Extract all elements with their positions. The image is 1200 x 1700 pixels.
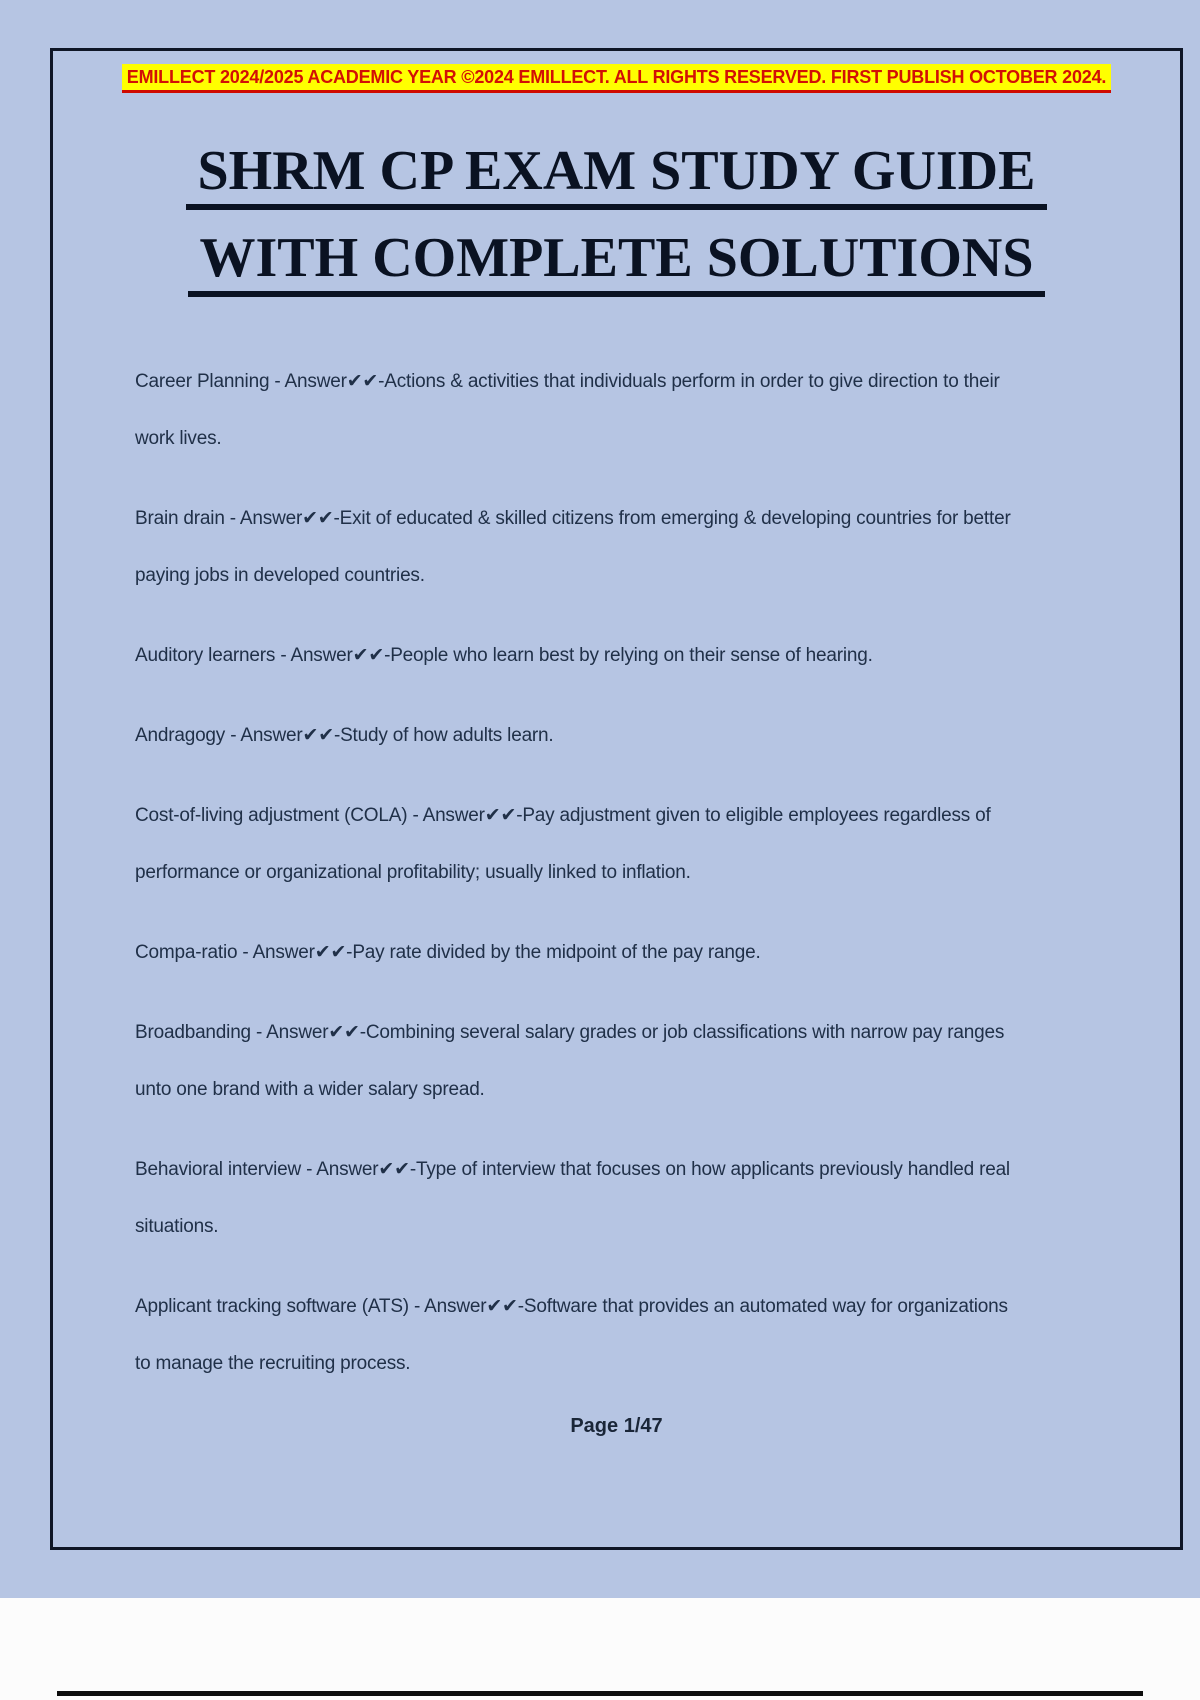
glossary-entry [135, 1004, 1015, 1118]
answer-separator: - Answer✔✔- [408, 1296, 524, 1317]
entry-term: Cost-of-living adjustment (COLA) [135, 805, 408, 826]
answer-separator: - Answer✔✔- [301, 1159, 416, 1180]
entry-term: Behavioral interview [135, 1159, 302, 1180]
glossary-entry [135, 490, 1015, 604]
glossary-entry [135, 627, 1015, 684]
copyright-notice-row [53, 64, 1180, 93]
next-page-top-border [57, 1691, 1143, 1696]
document-title-line-2: WITH COMPLETE SOLUTIONS [188, 230, 1046, 297]
entry-term: Brain drain [135, 508, 225, 529]
entry-answer: People who learn best by relying on their sense of hearing. [390, 645, 873, 666]
glossary-entry [135, 924, 1015, 981]
entry-term: Applicant tracking software (ATS) [135, 1296, 409, 1317]
page-number: Page 1/47 [570, 1415, 663, 1437]
glossary [135, 353, 1015, 1392]
answer-separator: - Answer✔✔- [224, 508, 340, 529]
entry-answer: Actions & activities that individuals perform in order to give direction to their work lives. [135, 371, 1000, 449]
glossary-entry [135, 353, 1015, 467]
page-frame [50, 48, 1183, 1550]
copyright-notice: EMILLECT 2024/2025 ACADEMIC YEAR ©2024 EMILLECT. ALL RIGHTS RESERVED. FIRST PUBLISH OCTOBER 2024. [122, 64, 1111, 93]
entry-term: Career Planning [135, 371, 270, 392]
answer-separator: - Answer✔✔- [275, 645, 391, 666]
answer-separator: - Answer✔✔- [237, 942, 353, 963]
entry-answer: Type of interview that focuses on how applicants previously handled real situations. [135, 1159, 1010, 1237]
document-title [53, 140, 1180, 297]
page-number-row [53, 1415, 1180, 1438]
answer-separator: - Answer✔✔- [250, 1022, 366, 1043]
entry-term: Compa-ratio [135, 942, 238, 963]
glossary-entry [135, 1141, 1015, 1255]
answer-separator: - Answer✔✔- [225, 725, 341, 746]
glossary-entry [135, 707, 1015, 764]
glossary-entry [135, 787, 1015, 901]
answer-separator: - Answer✔✔- [269, 371, 385, 392]
answer-separator: - Answer✔✔- [407, 805, 523, 826]
entry-answer: Pay rate divided by the midpoint of the pay range. [352, 942, 761, 963]
entry-term: Auditory learners [135, 645, 276, 666]
glossary-entry [135, 1278, 1015, 1392]
entry-term: Broadbanding [135, 1022, 251, 1043]
entry-term: Andragogy [135, 725, 226, 746]
entry-answer: Study of how adults learn. [340, 725, 554, 746]
entry-answer: Exit of educated & skilled citizens from emerging & developing countries for better paying jobs in developed countries. [135, 508, 1011, 586]
document-title-line-1: SHRM CP EXAM STUDY GUIDE [186, 143, 1048, 210]
entry-answer: Pay adjustment given to eligible employees regardless of performance or organizational profitability; usually linked to inflation. [135, 805, 991, 883]
entry-answer: Software that provides an automated way for organizations to manage the recruiting process. [135, 1296, 1008, 1374]
entry-answer: Combining several salary grades or job classifications with narrow pay ranges unto one brand with a wider salary spread. [135, 1022, 1005, 1100]
